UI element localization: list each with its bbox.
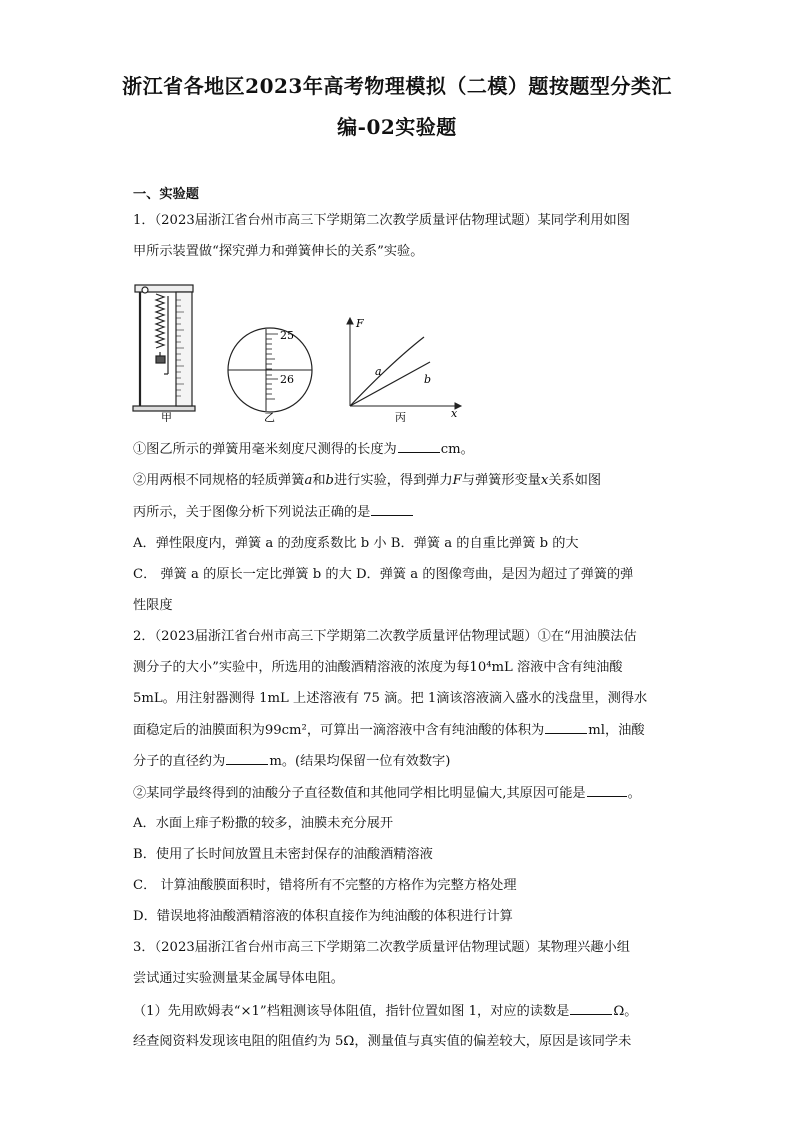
- section-heading: 一、实验题: [133, 187, 199, 202]
- caption-bing: 丙: [395, 411, 406, 422]
- q1-part-2-and: 和: [312, 473, 326, 488]
- q1-answer-blank-2[interactable]: [371, 503, 413, 516]
- q1-part-1-unit: cm。: [440, 442, 474, 457]
- q1-option-c-d: C． 弹簧 a 的原长一定比弹簧 b 的大 D．弹簧 a 的图像弯曲，是因为超过了弹簧的弹: [133, 567, 634, 582]
- q1-figure: [130, 282, 470, 422]
- q3-line-3: [133, 1002, 637, 1021]
- q2-line-6-post: 。: [627, 786, 641, 801]
- var-F: F: [452, 473, 462, 488]
- q2-line-5-text: 分子的直径约为: [133, 754, 226, 769]
- q2-answer-blank-3[interactable]: [587, 784, 627, 797]
- q2-answer-blank-2[interactable]: [226, 752, 268, 765]
- q2-line-5: [133, 752, 450, 771]
- q2-option-d: D．错误地将油酸酒精溶液的体积直接作为纯油酸的体积进行计算: [133, 909, 513, 924]
- q2-option-b: B．使用了长时间放置且未密封保存的油酸酒精溶液: [133, 847, 433, 862]
- q2-option-c: C． 计算油酸膜面积时，错将所有不完整的方格作为完整方格处理: [133, 878, 517, 893]
- q1-part-2-line-2-text: 丙所示，关于图像分析下列说法正确的是: [133, 505, 371, 520]
- spring-apparatus-figure: [133, 285, 195, 411]
- q2-answer-blank-1[interactable]: [545, 721, 587, 734]
- q2-line-6-text: ②某同学最终得到的油酸分子直径数值和其他同学相比明显偏大,其原因可能是: [133, 786, 586, 801]
- q2-line-6: [133, 784, 641, 803]
- q1-intro-line-1: 1．（2023届浙江省台州市高三下学期第二次教学质量评估物理试题）某同学利用如图: [133, 213, 630, 228]
- q1-part-2-text: ②用两根不同规格的轻质弹簧: [133, 473, 305, 488]
- q2-line-5-post: m。(结果均保留一位有效数字): [269, 754, 451, 769]
- var-a: a: [304, 473, 313, 488]
- q3-line-2: 尝试通过实验测量某金属导体电阻。: [133, 971, 344, 986]
- q1-part-2-line-2: [133, 503, 414, 522]
- caption-jia: 甲: [161, 411, 172, 422]
- q2-line-1: 2．（2023届浙江省台州市高三下学期第二次教学质量评估物理试题）①在“用油膜法估: [133, 629, 637, 644]
- q2-line-2: 测分子的大小”实验中，所选用的油酸酒精溶液的浓度为每10⁴mL 溶液中含有纯油酸: [133, 660, 623, 675]
- var-x: x: [540, 473, 549, 488]
- q1-answer-blank-1[interactable]: [398, 440, 440, 453]
- q3-line-3-text: （1）先用欧姆表“×1”档粗测该导体阻值，指针位置如图 1，对应的读数是: [133, 1004, 570, 1019]
- q1-part-1: [133, 440, 474, 459]
- q1-intro-line-2: 甲所示装置做“探究弹力和弹簧伸长的关系”实验。: [133, 244, 424, 259]
- curve-label-a: a: [375, 365, 382, 378]
- doc-title-line-2: 编-02实验题: [337, 115, 457, 139]
- q2-line-4-text: 面稳定后的油膜面积为99cm²，可算出一滴溶液中含有纯油酸的体积为: [133, 723, 545, 738]
- doc-title-line-1: 浙江省各地区2023年高考物理模拟（二模）题按题型分类汇: [122, 74, 672, 98]
- q1-part-2-post: 关系如图: [548, 473, 602, 488]
- q3-answer-blank-1[interactable]: [570, 1002, 612, 1015]
- q1-part-1-text: ①图乙所示的弹簧用毫米刻度尺测得的长度为: [133, 442, 397, 457]
- axis-label-F: F: [356, 317, 364, 330]
- q1-part-2-line-1: [133, 472, 601, 490]
- q2-line-4: [133, 721, 645, 740]
- magnified-ruler-figure: [228, 328, 312, 412]
- q3-line-3-post: Ω。: [613, 1004, 638, 1019]
- curve-label-b: b: [424, 373, 432, 386]
- q2-line-3: 5mL。用注射器测得 1mL 上述溶液有 75 滴。把 1滴该溶液滴入盛水的浅盘里，测得水: [133, 691, 648, 706]
- q3-line-1: 3．（2023届浙江省台州市高三下学期第二次教学质量评估物理试题）某物理兴趣小组: [133, 940, 630, 955]
- q1-part-2-mid: 进行实验，得到弹力: [333, 473, 453, 488]
- var-b: b: [325, 473, 334, 488]
- q1-option-d-cont: 性限度: [133, 598, 173, 613]
- caption-yi: 乙: [264, 411, 275, 422]
- ruler-label-25: 25: [280, 329, 294, 342]
- ruler-label-26: 26: [280, 373, 294, 386]
- q1-option-a-b: A．弹性限度内，弹簧 a 的劲度系数比 b 小 B．弹簧 a 的自重比弹簧 b 的大: [133, 536, 579, 551]
- axis-label-x: x: [451, 407, 458, 420]
- q3-line-4: 经查阅资料发现该电阻的阻值约为 5Ω，测量值与真实值的偏差较大，原因是该同学未: [133, 1034, 632, 1049]
- q1-part-2-mid2: 与弹簧形变量: [461, 473, 541, 488]
- q2-option-a: A．水面上痱子粉撒的较多，油膜未充分展开: [133, 816, 394, 831]
- q2-line-4-post: ml，油酸: [588, 723, 645, 738]
- force-extension-graph: [347, 318, 461, 409]
